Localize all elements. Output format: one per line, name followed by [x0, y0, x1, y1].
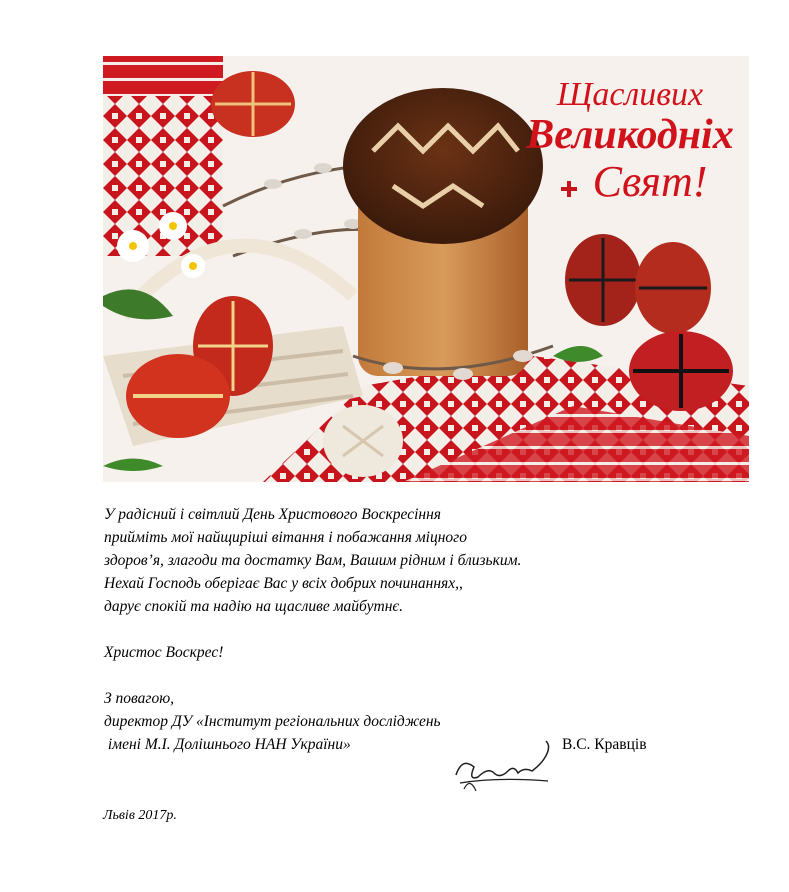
letter-line: прийміть мої найщиріші вітання і побажання міцного	[104, 529, 467, 546]
position-line: директор ДУ «Інститут регіональних досліджень	[104, 713, 441, 730]
handwritten-signature	[448, 737, 558, 797]
greeting-letter	[104, 503, 704, 756]
spacer	[104, 618, 704, 641]
spacer	[104, 664, 704, 687]
signer-name: В.С. Кравців	[562, 736, 647, 753]
place-date: Львів 2017р.	[103, 808, 177, 823]
letter-line: дарує спокій та надію на щасливе майбутнє.	[104, 598, 404, 615]
letter-line: У радісний і світлий День Христового Воскресіння	[104, 506, 441, 523]
greeting-title-line1: Щасливих	[556, 76, 704, 113]
greeting-title-line2: Великодніх	[526, 112, 734, 158]
greeting-title-line3: Свят!	[592, 157, 708, 206]
blessing: Христос Воскрес!	[104, 644, 224, 661]
signature-row	[104, 733, 704, 756]
letter-line: здоров’я, злагоди та достатку Вам, Вашим рідним і близьким.	[104, 552, 522, 569]
letter-line: Нехай Господь оберігає Вас у всіх добрих починаннях,,	[104, 575, 463, 592]
greeting-title	[525, 78, 735, 204]
closing: З повагою,	[104, 690, 175, 707]
easter-greeting-image	[103, 56, 749, 482]
position-line: імені М.І. Долішнього НАН України»	[104, 736, 351, 753]
